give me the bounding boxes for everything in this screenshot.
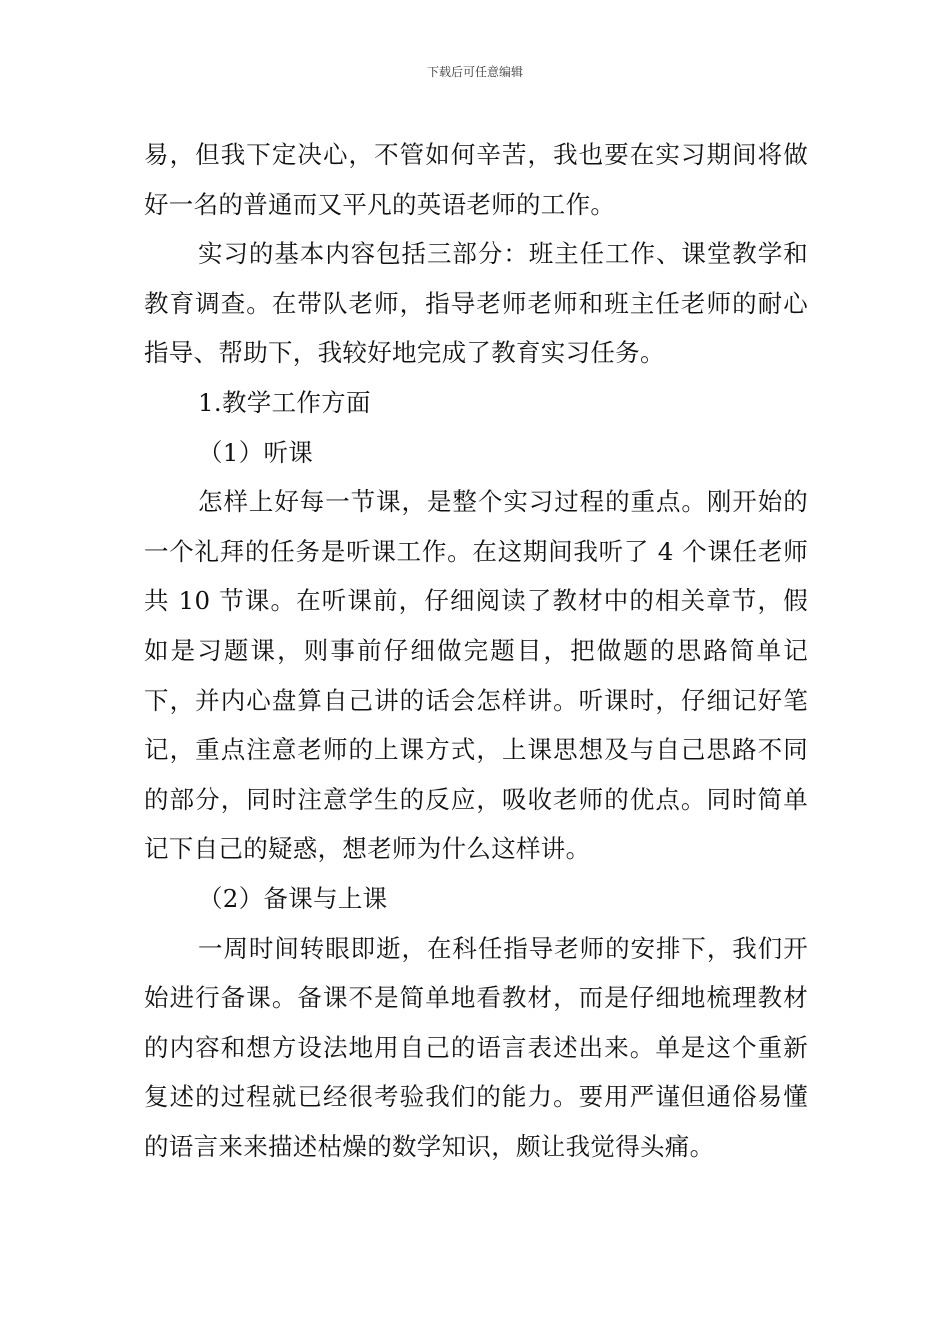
paragraph-preparation: 一周时间转眼即逝，在科任指导老师的安排下，我们开始进行备课。备课不是简单地看教材，而是仔细地梳理教材的内容和想方设法地用自己的语言表述出来。单是这个重新复述的过程就已经很考验我们的能力。要用严谨但通俗易懂的语言来来描述枯燥的数学知识，颇让我觉得头痛。 — [144, 933, 808, 1161]
document-body — [144, 130, 808, 1171]
subsection-heading-listening: （1）听课 — [198, 437, 314, 467]
paragraph-continuation: 易，但我下定决心，不管如何辛苦，我也要在实习期间将做好一名的普通而又平凡的英语老师的工作。 — [144, 140, 808, 219]
page-header: 下载后可任意编辑 — [426, 65, 523, 79]
paragraph-listening: 怎样上好每一节课，是整个实习过程的重点。刚开始的一个礼拜的任务是听课工作。在这期间我听了 4 个课任老师共 10 节课。在听课前，仔细阅读了教材中的相关章节，假如是习题课，则事前仔细做完题目，把做题的思路简单记下，并内心盘算自己讲的话会怎样讲。听课时，仔细记好笔记，重点注意老师的上课方式，上课思想及与自己思路不同的部分，同时注意学生的反应，吸收老师的优点。同时简单记下自己的疑惑，想老师为什么这样讲。 — [144, 487, 808, 864]
subsection-heading-preparation: （2）备课与上课 — [198, 883, 388, 913]
section-heading-teaching: 1.教学工作方面 — [198, 387, 371, 417]
paragraph-internship-content: 实习的基本内容包括三部分：班主任工作、课堂教学和教育调查。在带队老师，指导老师老师和班主任老师的耐心指导、帮助下，我较好地完成了教育实习任务。 — [144, 239, 808, 368]
